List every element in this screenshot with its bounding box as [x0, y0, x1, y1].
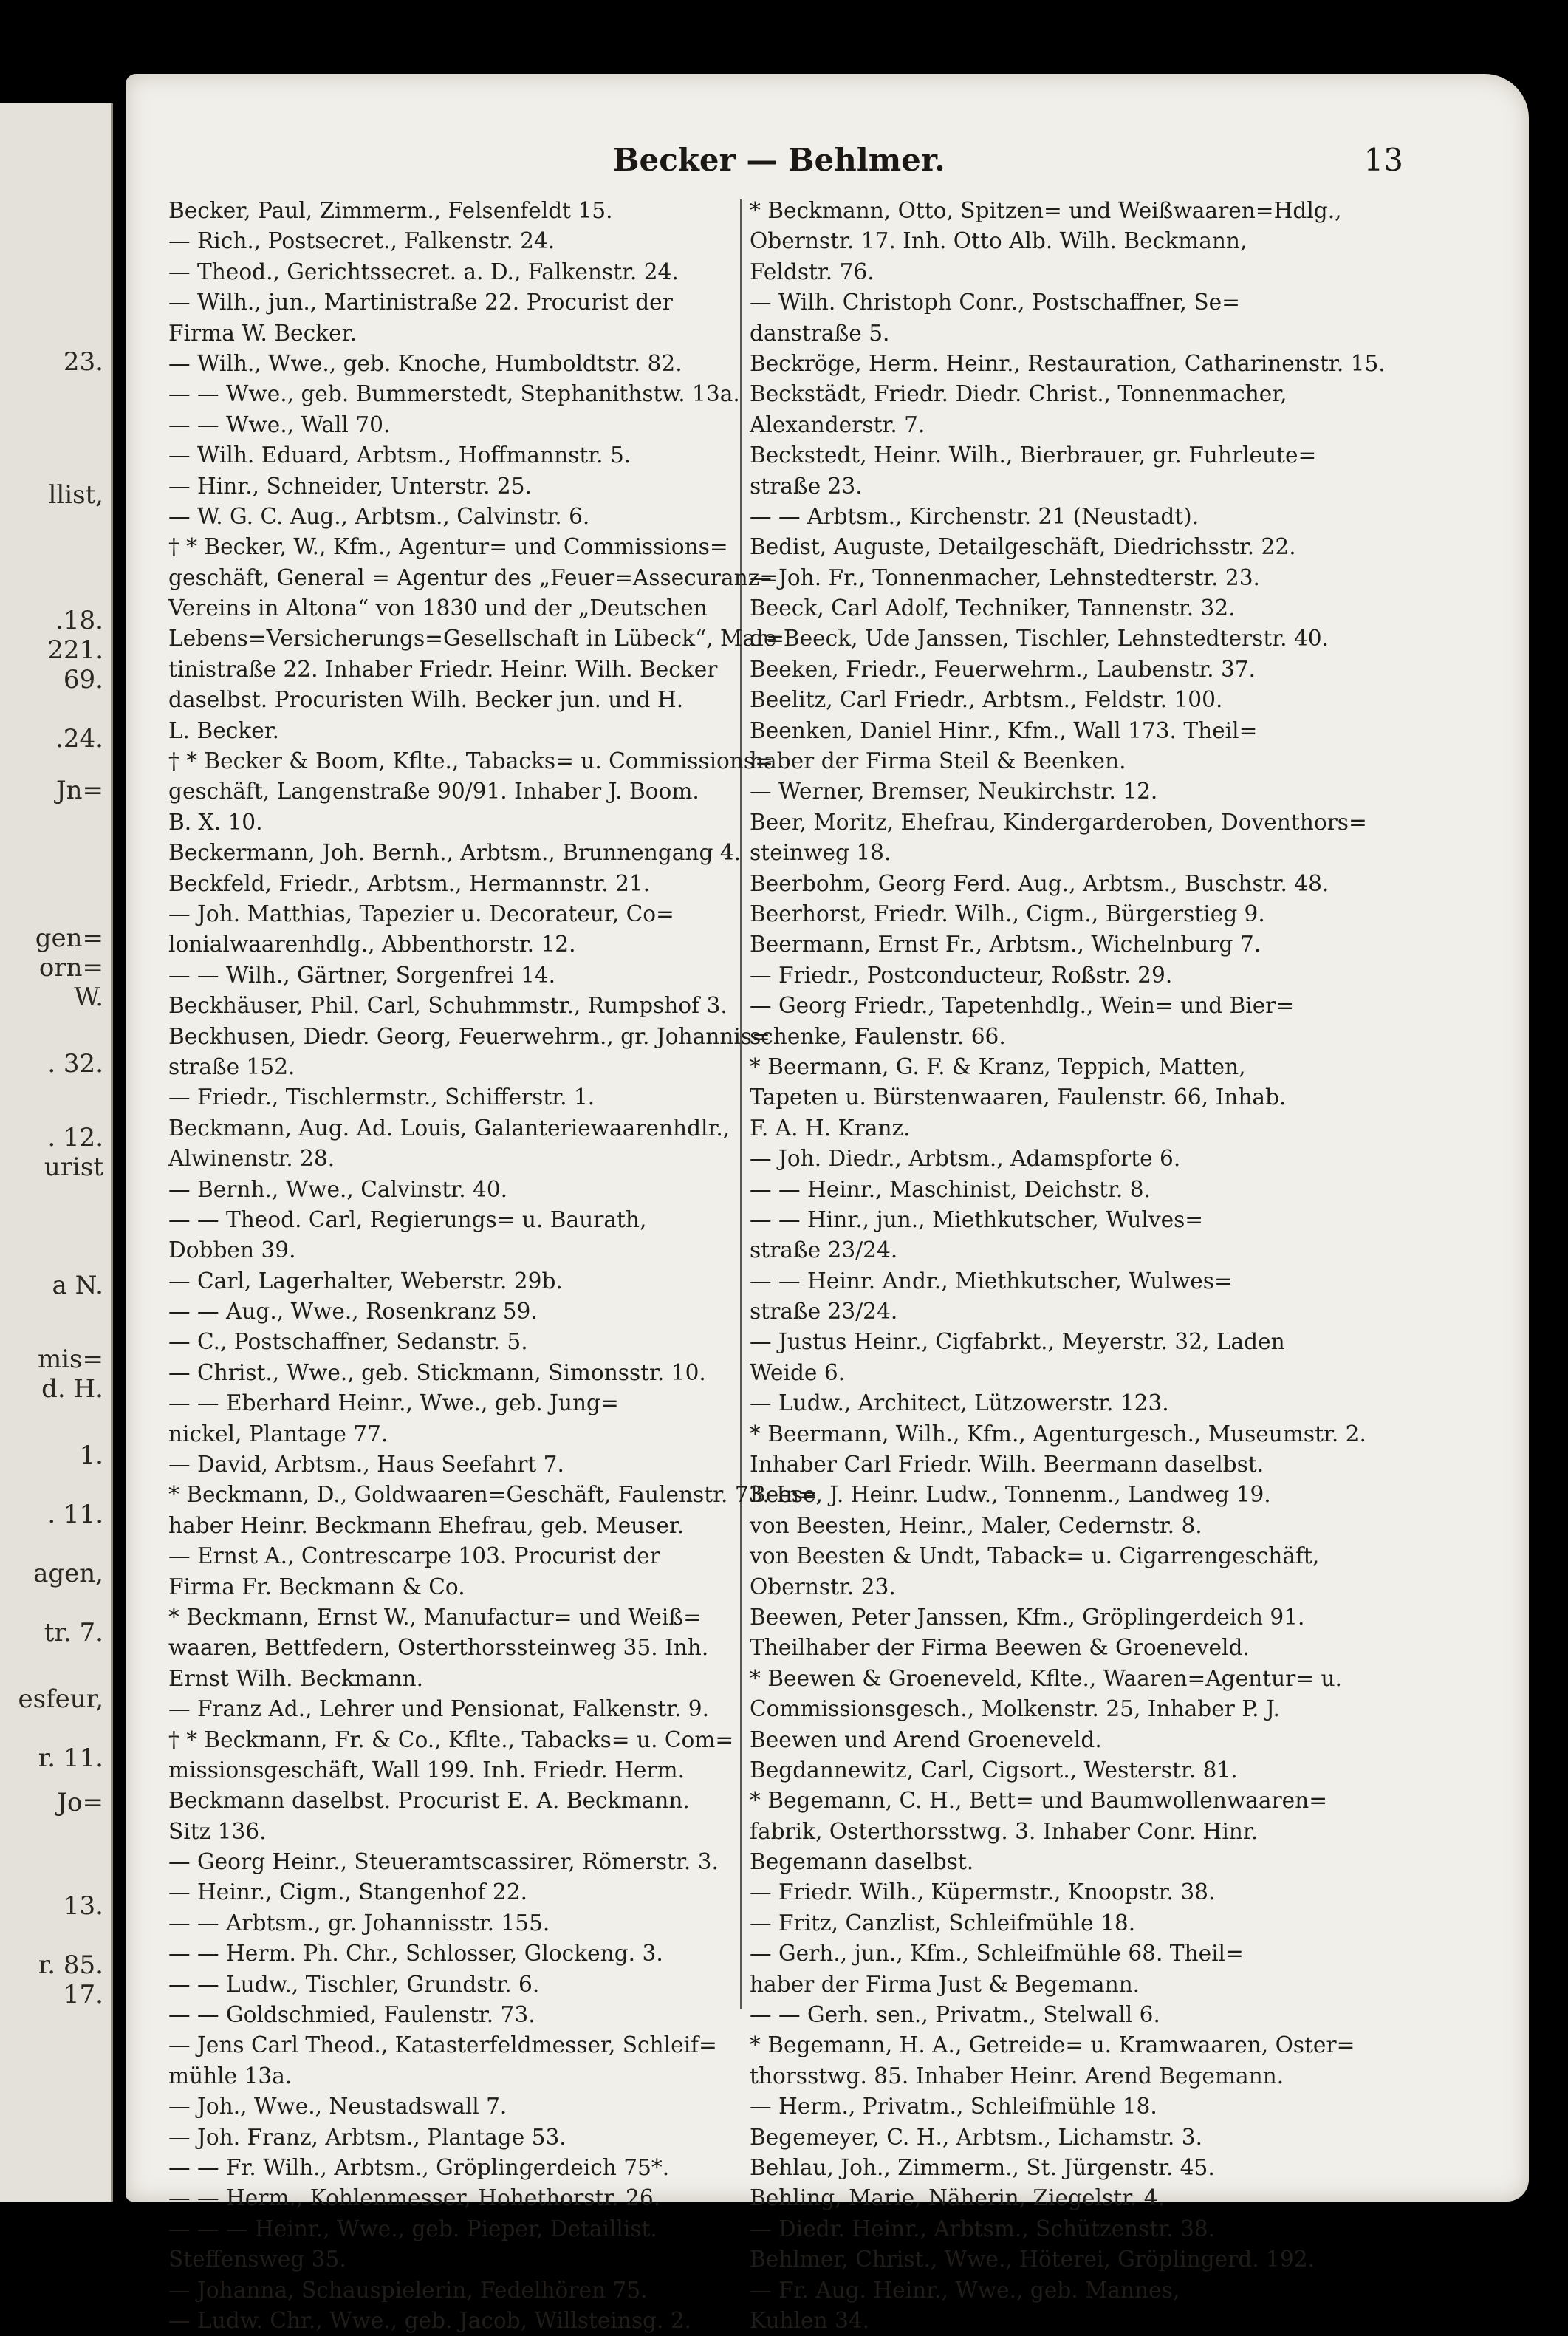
directory-entry-line: straße 152.: [168, 1053, 295, 1079]
directory-entry-line: — Christ., Wwe., geb. Stickmann, Simonsstr. 10.: [168, 1359, 706, 1385]
directory-entry-line: Beckmann, Aug. Ad. Louis, Galanteriewaarenhdlr.,: [168, 1115, 730, 1141]
page-number: 13: [1363, 142, 1403, 178]
prev-page-fragment: .18.: [55, 606, 103, 635]
directory-entry-line: Beckfeld, Friedr., Arbtsm., Hermannstr. 21.: [168, 870, 651, 896]
directory-entry-line: — — Heinr., Maschinist, Deichstr. 8.: [750, 1176, 1151, 1202]
prev-page-fragment: . 12.: [47, 1123, 103, 1152]
directory-entry-line: Beer, Moritz, Ehefrau, Kindergarderoben, Doventhors=: [750, 809, 1367, 835]
previous-page-edge: [0, 103, 113, 2202]
directory-entry-line: * Beermann, G. F. & Kranz, Teppich, Matten,: [750, 1053, 1246, 1079]
directory-entry-line: — Hinr., Schneider, Unterstr. 25.: [168, 473, 532, 499]
directory-entry-line: — — Heinr. Andr., Miethkutscher, Wulwes=: [750, 1268, 1233, 1294]
directory-entry-line: de Beeck, Ude Janssen, Tischler, Lehnstedterstr. 40.: [750, 626, 1329, 652]
directory-entry-line: steinweg 18.: [750, 840, 891, 866]
directory-entry-line: Beewen, Peter Janssen, Kfm., Gröplingerdeich 91.: [750, 1604, 1305, 1630]
directory-entry-line: haber Heinr. Beckmann Ehefrau, geb. Meuser.: [168, 1512, 685, 1538]
directory-entry-line: Kuhlen 34.: [750, 2307, 870, 2333]
directory-entry-line: — Ludw., Architect, Lützowerstr. 123.: [750, 1390, 1169, 1416]
directory-entry-line: — Fritz, Canzlist, Schleifmühle 18.: [750, 1910, 1136, 1936]
directory-entry-line: Beerhorst, Friedr. Wilh., Cigm., Bürgerstieg 9.: [750, 901, 1265, 926]
directory-entry-line: Vereins in Altona“ von 1830 und der „Deutschen: [168, 595, 708, 621]
directory-entry-line: Commissionsgesch., Molkenstr. 25, Inhaber P. J.: [750, 1696, 1280, 1722]
directory-entry-line: Firma W. Becker.: [168, 320, 357, 346]
directory-entry-line: — Wilh. Christoph Conr., Postschaffner, Se=: [750, 290, 1240, 315]
directory-entry-line: Behlau, Joh., Zimmerm., St. Jürgenstr. 45.: [750, 2155, 1215, 2180]
directory-entry-line: Theilhaber der Firma Beewen & Groeneveld.: [750, 1635, 1250, 1661]
directory-entry-line: L. Becker.: [168, 717, 280, 743]
directory-entry-line: Beenken, Daniel Hinr., Kfm., Wall 173. Theil=: [750, 717, 1258, 743]
directory-entry-line: Obernstr. 23.: [750, 1574, 896, 1599]
directory-entry-line: — Wilh. Eduard, Arbtsm., Hoffmannstr. 5.: [168, 443, 631, 468]
directory-entry-line: haber der Firma Just & Begemann.: [750, 1971, 1140, 1997]
directory-entry-line: Beckhusen, Diedr. Georg, Feuerwehrm., gr. Johannis=: [168, 1023, 770, 1049]
directory-entry-line: — W. G. C. Aug., Arbtsm., Calvinstr. 6.: [168, 503, 590, 529]
directory-entry-line: * Beckmann, Otto, Spitzen= und Weißwaaren=Hdlg.,: [750, 198, 1342, 223]
directory-entry-line: Begemann daselbst.: [750, 1849, 974, 1875]
directory-entry-line: Beckmann daselbst. Procurist E. A. Beckmann.: [168, 1788, 690, 1814]
directory-entry-line: — Jens Carl Theod., Katasterfeldmesser, Schleif=: [168, 2032, 717, 2058]
directory-entry-line: — Franz Ad., Lehrer und Pensionat, Falkenstr. 9.: [168, 1696, 710, 1722]
directory-entry-line: F. A. H. Kranz.: [750, 1115, 911, 1141]
directory-entry-line: Lebens=Versicherungs=Gesellschaft in Lübeck“, Mar=: [168, 626, 784, 652]
prev-page-fragment: 69.: [63, 665, 103, 694]
prev-page-fragment: mis=: [37, 1345, 103, 1374]
directory-entry-line: — Friedr., Tischlermstr., Schifferstr. 1.: [168, 1085, 595, 1110]
directory-entry-line: B. X. 10.: [168, 809, 263, 835]
directory-entry-line: — — Aug., Wwe., Rosenkranz 59.: [168, 1299, 538, 1325]
prev-page-fragment: gen=: [35, 923, 103, 953]
directory-entry-line: Beelitz, Carl Friedr., Arbtsm., Feldstr. 100.: [750, 687, 1223, 713]
directory-entry-line: straße 23/24.: [750, 1237, 898, 1263]
prev-page-fragment: Jn=: [55, 776, 103, 805]
directory-entry-line: * Beewen & Groeneveld, Kfltе., Waaren=Agentur= u.: [750, 1665, 1342, 1691]
directory-entry-line: Beerbohm, Georg Ferd. Aug., Arbtsm., Buschstr. 48.: [750, 870, 1329, 896]
directory-entry-line: Begdannewitz, Carl, Cigsort., Westerstr. 81.: [750, 1757, 1238, 1783]
directory-entry-line: — Friedr. Wilh., Küpermstr., Knoopstr. 38.: [750, 1879, 1216, 1905]
prev-page-fragment: tr. 7.: [44, 1618, 103, 1647]
directory-entry-line: Tapeten u. Bürstenwaaren, Faulenstr. 66, Inhab.: [750, 1085, 1287, 1110]
directory-entry-line: — — Arbtsm., Kirchenstr. 21 (Neustadt).: [750, 503, 1199, 529]
directory-entry-line: — — Gerh. sen., Privatm., Stelwall 6.: [750, 2002, 1160, 2028]
directory-entry-line: — Georg Heinr., Steueramtscassirer, Römerstr. 3.: [168, 1849, 719, 1875]
directory-entry-line: * Beermann, Wilh., Kfm., Agenturgesch., Museumstr. 2.: [750, 1421, 1366, 1447]
directory-entry-line: missionsgeschäft, Wall 199. Inh. Friedr. Herm.: [168, 1757, 685, 1783]
directory-entry-line: — Joh. Matthias, Tapezier u. Decorateur, Co=: [168, 901, 674, 926]
directory-entry-line: — — Hinr., jun., Miethkutscher, Wulves=: [750, 1206, 1204, 1232]
directory-entry-line: Beckstädt, Friedr. Diedr. Christ., Tonnenmacher,: [750, 381, 1287, 407]
directory-entry-line: Behlmer, Christ., Wwe., Höterei, Gröplingerd. 192.: [750, 2247, 1315, 2272]
directory-entry-line: — Joh. Diedr., Arbtsm., Adamspforte 6.: [750, 1146, 1181, 1172]
page-header: [126, 142, 1529, 186]
directory-entry-line: — David, Arbtsm., Haus Seefahrt 7.: [168, 1452, 564, 1478]
directory-entry-line: nickel, Plantage 77.: [168, 1421, 388, 1447]
directory-entry-line: — Diedr. Heinr., Arbtsm., Schützenstr. 38.: [750, 2216, 1216, 2241]
directory-entry-line: Weide 6.: [750, 1359, 846, 1385]
right-column: [750, 196, 1386, 2336]
directory-entry-line: Beckhäuser, Phil. Carl, Schuhmmstr., Rumpshof 3.: [168, 993, 727, 1019]
directory-entry-line: — Theod., Gerichtssecret. a. D., Falkenstr. 24.: [168, 259, 679, 284]
directory-entry-line: — Johanna, Schauspielerin, Fedelhören 75.: [168, 2277, 648, 2303]
prev-page-fragment: r. 85.: [38, 1950, 103, 1980]
directory-entry-line: Beewen und Arend Groeneveld.: [750, 1727, 1102, 1752]
directory-entry-line: — Justus Heinr., Cigfabrkt., Meyerstr. 32, Laden: [750, 1329, 1285, 1355]
directory-entry-line: straße 23/24.: [750, 1299, 898, 1325]
directory-entry-line: — — — Heinr., Wwe., geb. Pieper, Detaillist.: [168, 2216, 657, 2241]
prev-page-fragment: 23.: [63, 347, 103, 377]
directory-entry-line: — — Wwe., Wall 70.: [168, 411, 391, 437]
directory-entry-line: Steffensweg 35.: [168, 2247, 346, 2272]
prev-page-fragment: .24.: [55, 724, 103, 754]
prev-page-fragment: urist: [44, 1152, 103, 1182]
directory-entry-line: waaren, Bettfedern, Osterthorssteinweg 35. Inh.: [168, 1635, 709, 1661]
directory-entry-line: — Ernst A., Contrescarpe 103. Procurist der: [168, 1543, 660, 1569]
directory-entry-line: Alexanderstr. 7.: [750, 411, 925, 437]
directory-entry-line: — Fr. Aug. Heinr., Wwe., geb. Mannes,: [750, 2277, 1180, 2303]
directory-entry-line: Beermann, Ernst Fr., Arbtsm., Wichelnburg 7.: [750, 932, 1261, 957]
directory-entry-line: lonialwaarenhdlg., Abbenthorstr. 12.: [168, 932, 576, 957]
prev-page-fragment: 17.: [63, 1980, 103, 2009]
directory-entry-line: Bedist, Auguste, Detailgeschäft, Diedrichsstr. 22.: [750, 534, 1296, 560]
directory-entry-line: Beeck, Carl Adolf, Techniker, Tannenstr. 32.: [750, 595, 1236, 621]
directory-entry-line: Obernstr. 17. Inh. Otto Alb. Wilh. Beckmann,: [750, 228, 1247, 254]
directory-entry-line: Feldstr. 76.: [750, 259, 874, 284]
directory-entry-line: * Begemann, C. H., Bett= und Baumwollenwaaren=: [750, 1788, 1328, 1814]
prev-page-fragment: d. H.: [41, 1374, 103, 1404]
directory-entry-line: † * Beckmann, Fr. & Co., Kfltе., Tabacks= u. Com=: [168, 1727, 734, 1752]
directory-entry-line: — Wilh., jun., Martinistraße 22. Procurist der: [168, 290, 673, 315]
directory-entry-line: von Beesten & Undt, Taback= u. Cigarrengeschäft,: [750, 1543, 1320, 1569]
directory-entry-line: von Beesten, Heinr., Maler, Cedernstr. 8.: [750, 1512, 1202, 1538]
directory-entry-line: Beckröge, Herm. Heinr., Restauration, Catharinenstr. 15.: [750, 350, 1386, 376]
directory-entry-line: — — Arbtsm., gr. Johannisstr. 155.: [168, 1910, 550, 1936]
directory-entry-line: tinistraße 22. Inhaber Friedr. Heinr. Wilh. Becker: [168, 656, 718, 682]
directory-entry-line: — — Herm. Ph. Chr., Schlosser, Glockeng. 3.: [168, 1941, 663, 1967]
directory-entry-line: — Carl, Lagerhalter, Weberstr. 29b.: [168, 1268, 563, 1294]
prev-page-fragment: r. 11.: [38, 1744, 103, 1773]
directory-entry-line: — — Wwe., geb. Bummerstedt, Stephanithstw. 13a.: [168, 381, 740, 407]
directory-entry-line: — C., Postschaffner, Sedanstr. 5.: [168, 1329, 528, 1355]
directory-entry-line: Beese, J. Heinr. Ludw., Tonnenm., Landweg 19.: [750, 1482, 1271, 1508]
directory-page: [126, 74, 1529, 2333]
directory-entry-line: — Gerh., jun., Kfm., Schleifmühle 68. Theil=: [750, 1941, 1244, 1967]
directory-entry-line: — Bernh., Wwe., Calvinstr. 40.: [168, 1176, 508, 1202]
directory-entry-line: — Rich., Postsecret., Falkenstr. 24.: [168, 228, 555, 254]
directory-entry-line: — — Fr. Wilh., Arbtsm., Gröplingerdeich 75*.: [168, 2155, 670, 2180]
directory-entry-line: geschäft, Langenstraße 90/91. Inhaber J. Boom.: [168, 779, 699, 805]
directory-entry-line: Beckstedt, Heinr. Wilh., Bierbrauer, gr. Fuhrleute=: [750, 443, 1317, 468]
directory-entry-line: — — Ludw., Tischler, Grundstr. 6.: [168, 1971, 540, 1997]
directory-entry-line: — — Theod. Carl, Regierungs= u. Baurath,: [168, 1206, 647, 1232]
prev-page-fragment: 1.: [79, 1441, 103, 1470]
prev-page-fragment: agen,: [33, 1559, 103, 1588]
directory-entry-line: Inhaber Carl Friedr. Wilh. Beermann daselbst.: [750, 1452, 1264, 1478]
directory-entry-line: haber der Firma Steil & Beenken.: [750, 748, 1126, 774]
directory-entry-line: — Werner, Bremser, Neukirchstr. 12.: [750, 779, 1158, 805]
directory-entry-line: fabrik, Osterthorsstwg. 3. Inhaber Conr. Hinr.: [750, 1818, 1259, 1844]
directory-entry-line: schenke, Faulenstr. 66.: [750, 1023, 1006, 1049]
directory-entry-line: — Heinr., Cigm., Stangenhof 22.: [168, 1879, 527, 1905]
prev-page-fragment: Jo=: [57, 1788, 103, 1817]
directory-entry-line: Beckermann, Joh. Bernh., Arbtsm., Brunnengang 4.: [168, 840, 742, 866]
directory-entry-line: geschäft, General = Agentur des „Feuer=Assecuranz=: [168, 564, 778, 590]
directory-entry-line: † * Becker & Boom, Kfltе., Tabacks= u. Commissions=: [168, 748, 773, 774]
directory-entry-line: mühle 13a.: [168, 2063, 292, 2089]
prev-page-fragment: . 32.: [47, 1049, 103, 1079]
directory-entry-line: — — Herm., Kohlenmesser, Hohethorstr. 26.: [168, 2185, 661, 2211]
prev-page-fragment: W.: [74, 983, 103, 1012]
prev-page-fragment: esfeur,: [18, 1684, 103, 1714]
directory-entry-line: * Beckmann, Ernst W., Manufactur= und Weiß=: [168, 1604, 702, 1630]
directory-entry-line: — Ludw. Chr., Wwe., geb. Jacob, Willsteinsg. 2.: [168, 2307, 692, 2333]
directory-entry-line: — Joh., Wwe., Neustadswall 7.: [168, 2094, 507, 2120]
directory-entry-line: Beeken, Friedr., Feuerwehrm., Laubenstr. 37.: [750, 656, 1256, 682]
directory-entry-line: * Begemann, H. A., Getreide= u. Kramwaaren, Oster=: [750, 2032, 1355, 2058]
prev-page-fragment: 221.: [47, 635, 103, 665]
directory-entry-line: danstraße 5.: [750, 320, 890, 346]
directory-entry-line: † * Becker, W., Kfm., Agentur= und Commissions=: [168, 534, 728, 560]
directory-entry-line: — Wilh., Wwe., geb. Knoche, Humboldtstr. 82.: [168, 350, 682, 376]
directory-entry-line: Dobben 39.: [168, 1237, 296, 1263]
prev-page-fragment: . 11.: [47, 1500, 103, 1529]
directory-entry-line: — Friedr., Postconducteur, Roßstr. 29.: [750, 962, 1173, 988]
directory-entry-line: Sitz 136.: [168, 1818, 267, 1844]
running-head: Becker — Behlmer.: [613, 142, 945, 178]
directory-entry-line: — Herm., Privatm., Schleifmühle 18.: [750, 2094, 1157, 2120]
prev-page-fragment: llist,: [48, 480, 103, 510]
directory-entry-line: — — Wilh., Gärtner, Sorgenfrei 14.: [168, 962, 556, 988]
directory-entry-line: daselbst. Procuristen Wilh. Becker jun. und H.: [168, 687, 684, 713]
directory-entry-line: * Beckmann, D., Goldwaaren=Geschäft, Faulenstr. 73. In=: [168, 1482, 818, 1508]
directory-entry-line: — Joh. Fr., Tonnenmacher, Lehnstedterstr. 23.: [750, 564, 1260, 590]
directory-entry-line: Becker, Paul, Zimmerm., Felsenfeldt 15.: [168, 198, 613, 223]
directory-entry-line: — — Eberhard Heinr., Wwe., geb. Jung=: [168, 1390, 619, 1416]
directory-entry-line: Behling, Marie, Näherin, Ziegelstr. 4.: [750, 2185, 1165, 2211]
directory-entry-line: — Joh. Franz, Arbtsm., Plantage 53.: [168, 2124, 566, 2150]
directory-entry-line: thorsstwg. 85. Inhaber Heinr. Arend Begemann.: [750, 2063, 1284, 2089]
directory-entry-line: Alwinenstr. 28.: [168, 1146, 335, 1172]
prev-page-fragment: orn=: [38, 953, 103, 983]
directory-entry-line: Firma Fr. Beckmann & Co.: [168, 1574, 465, 1599]
prev-page-fragment: 13.: [63, 1891, 103, 1921]
directory-entry-line: — Georg Friedr., Tapetenhdlg., Wein= und Bier=: [750, 993, 1295, 1019]
directory-entry-line: straße 23.: [750, 473, 863, 499]
directory-entry-line: — — Goldschmied, Faulenstr. 73.: [168, 2002, 535, 2028]
directory-entry-line: Ernst Wilh. Beckmann.: [168, 1665, 423, 1691]
prev-page-fragment: a N.: [52, 1271, 103, 1300]
directory-entry-line: Begemeyer, C. H., Arbtsm., Lichamstr. 3.: [750, 2124, 1202, 2150]
